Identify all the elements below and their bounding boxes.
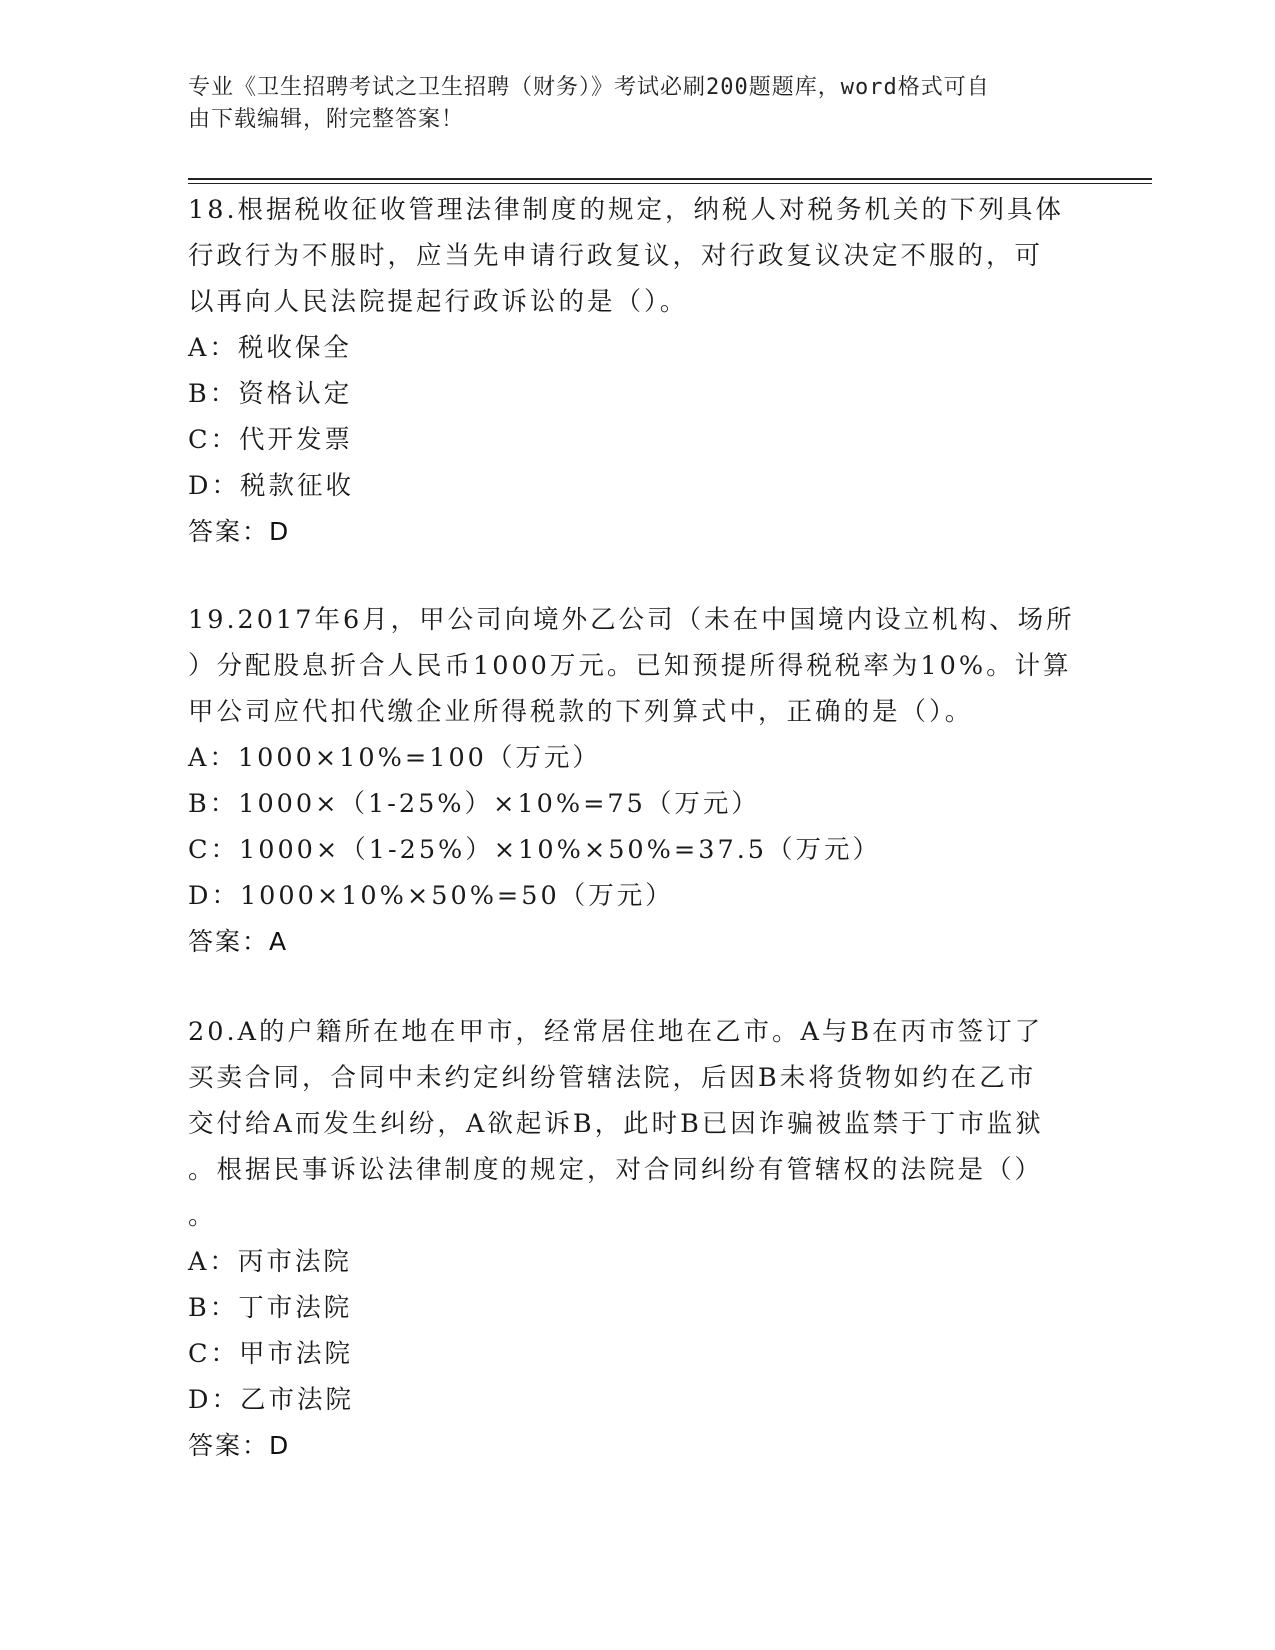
- header-divider: [188, 178, 1152, 180]
- option-d: D：1000×10%×50%=50（万元）: [188, 881, 674, 911]
- option-b: B：1000×（1-25%）×10%=75（万元）: [188, 789, 760, 819]
- option-c: C：代开发票: [188, 425, 354, 455]
- question-stem-line: 以再向人民法院提起行政诉讼的是（）。: [188, 287, 689, 317]
- question-20: [188, 1009, 1088, 1469]
- question-18: [188, 187, 1088, 555]
- option-c: C：甲市法院: [188, 1339, 354, 1369]
- option-a: A：1000×10%=100（万元）: [188, 743, 601, 773]
- option-b: B：丁市法院: [188, 1293, 353, 1323]
- question-stem-line: ）分配股息折合人民币1000万元。已知预提所得税税率为10%。计算: [188, 651, 1072, 681]
- answer: 答案：D: [188, 517, 291, 546]
- question-stem-line: 。: [188, 1201, 217, 1231]
- question-stem-line: 买卖合同，合同中未约定纠纷管辖法院，后因B未将货物如约在乙市: [188, 1063, 1037, 1093]
- option-a: A：丙市法院: [188, 1247, 352, 1277]
- option-a: A：税收保全: [188, 333, 352, 363]
- answer: 答案：D: [188, 1431, 291, 1460]
- header-line: 由下载编辑，附完整答案！: [188, 107, 465, 132]
- question-stem-line: 。根据民事诉讼法律制度的规定，对合同纠纷有管辖权的法院是（）: [188, 1155, 1044, 1185]
- option-d: D：税款征收: [188, 471, 354, 501]
- question-19: [188, 597, 1088, 965]
- question-stem-line: 行政行为不服时，应当先申请行政复议，对行政复议决定不服的，可: [188, 241, 1044, 271]
- question-stem-line: 19.2017年6月，甲公司向境外乙公司（未在中国境内设立机构、场所: [188, 605, 1075, 635]
- option-d: D：乙市法院: [188, 1385, 354, 1415]
- answer: 答案：A: [188, 927, 289, 956]
- header-line: 专业《卫生招聘考试之卫生招聘（财务）》考试必刷200题题库，word格式可自: [188, 75, 990, 100]
- option-c: C：1000×（1-25%）×10%×50%=37.5（万元）: [188, 835, 882, 865]
- question-stem-line: 20.A的户籍所在地在甲市，经常居住地在乙市。A与B在丙市签订了: [188, 1017, 1044, 1047]
- question-stem-line: 18.根据税收征收管理法律制度的规定，纳税人对税务机关的下列具体: [188, 195, 1065, 225]
- option-b: B：资格认定: [188, 379, 353, 409]
- question-stem-line: 甲公司应代扣代缴企业所得税款的下列算式中，正确的是（）。: [188, 697, 974, 727]
- question-stem-line: 交付给A而发生纠纷，A欲起诉B，此时B已因诈骗被监禁于丁市监狱: [188, 1109, 1044, 1139]
- document-header: [188, 72, 1068, 136]
- header-divider-thin: [188, 183, 1152, 184]
